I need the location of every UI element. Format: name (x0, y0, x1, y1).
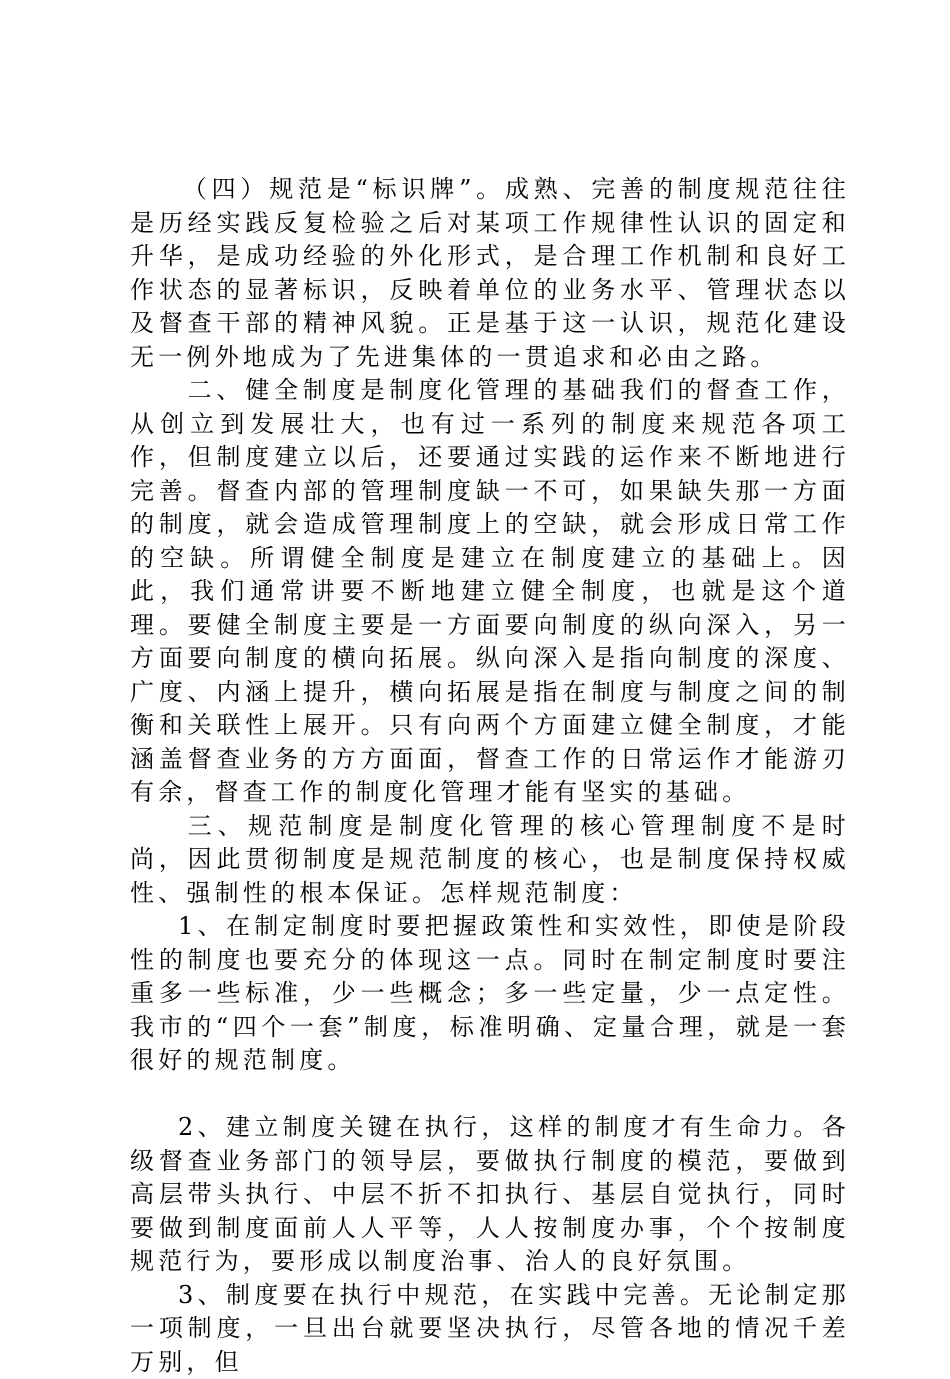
paragraph-item-two: 2、建立制度关键在执行，这样的制度才有生命力。各级督查业务部门的领导层，要做执行制度的模范，要做到高层带头执行、中层不折不扣执行、基层自觉执行，同时要做到制度面前人人平等，人人按制度办事，个个按制度规范行为，要形成以制度治事、治人的良好氛围。 (130, 1111, 850, 1279)
paragraph-item-one: 1、在制定制度时要把握政策性和实效性，即使是阶段性的制度也要充分的体现这一点。同时在制定制度时要注重多一些标准，少一些概念；多一些定量，少一点定性。我市的“四个一套”制度，标准明确、定量合理，就是一套很好的规范制度。 (130, 910, 850, 1078)
paragraph-section-two: 二、健全制度是制度化管理的基础我们的督查工作，从创立到发展壮大，也有过一系列的制度来规范各项工作，但制度建立以后，还要通过实践的运作来不断地进行完善。督查内部的管理制度缺一不可，如果缺失那一方面的制度，就会造成管理制度上的空缺，就会形成日常工作的空缺。所谓健全制度是建立在制度建立的基础上。因此，我们通常讲要不断地建立健全制度，也就是这个道理。要健全制度主要是一方面要向制度的纵向深入，另一方面要向制度的横向拓展。纵向深入是指向制度的深度、广度、内涵上提升，横向拓展是指在制度与制度之间的制衡和关联性上展开。只有向两个方面建立健全制度，才能涵盖督查业务的方方面面，督查工作的日常运作才能游刃有余，督查工作的制度化管理才能有坚实的基础。 (130, 374, 850, 810)
blank-line (130, 1078, 850, 1112)
document-body (130, 173, 850, 1379)
paragraph-standard-signboard: （四）规范是“标识牌”。成熟、完善的制度规范往往是历经实践反复检验之后对某项工作规律性认识的固定和升华，是成功经验的外化形式，是合理工作机制和良好工作状态的显著标识，反映着单位的业务水平、管理状态以及督查干部的精神风貌。正是基于这一认识，规范化建设无一例外地成为了先进集体的一贯追求和必由之路。 (130, 173, 850, 374)
paragraph-section-three: 三、规范制度是制度化管理的核心管理制度不是时尚，因此贯彻制度是规范制度的核心，也是制度保持权威性、强制性的根本保证。怎样规范制度： (130, 810, 850, 911)
paragraph-item-three: 3、制度要在执行中规范，在实践中完善。无论制定那一项制度，一旦出台就要坚决执行，尽管各地的情况千差万别，但 (130, 1279, 850, 1379)
